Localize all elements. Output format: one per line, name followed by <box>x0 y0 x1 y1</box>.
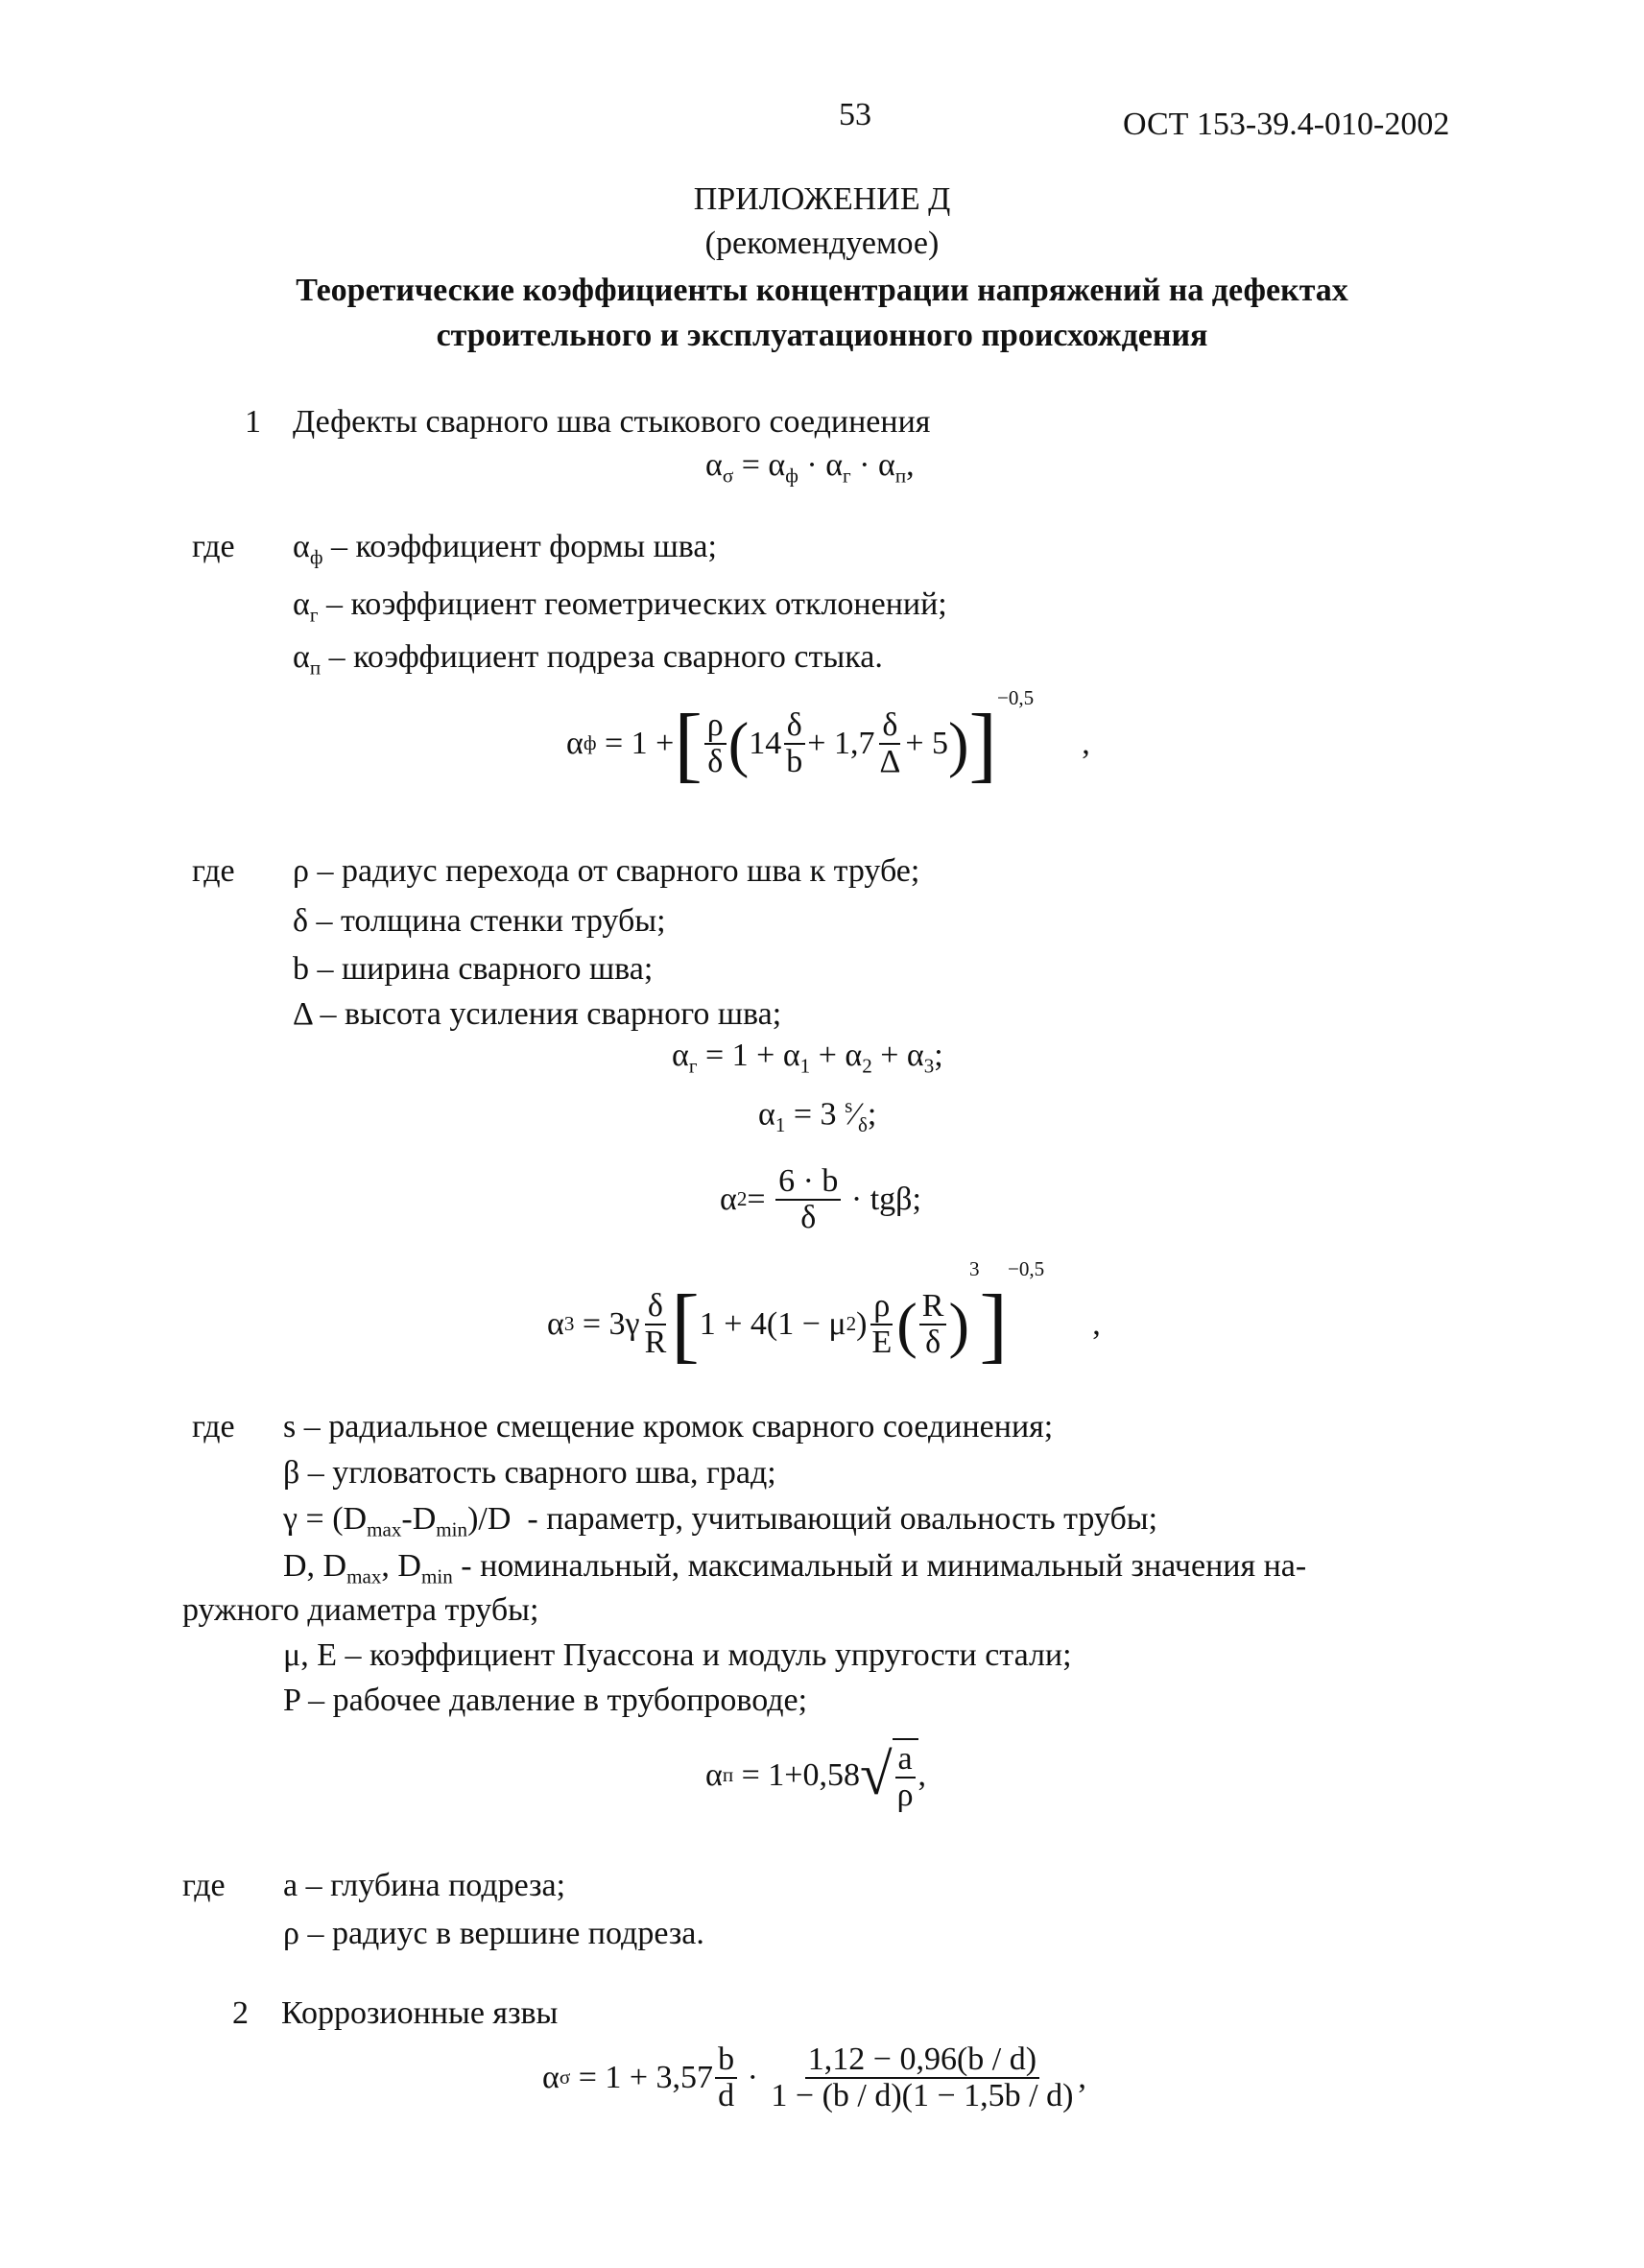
formula-alpha-f: α ф = 1 + [ $\frac{\rho}{\delta}$ ( 14 $\frac{\delta}{b}$ + 1,7 $\frac{\delta}{\Delta}$ + 5 ) ] $^{-0,5}$ , <box>566 686 1090 791</box>
def-Delta: Δ – высота усиления сварного шва; <box>293 996 782 1032</box>
formula-alpha-3: α 3 = 3γ $\frac{\delta}{R}$ [ 1 + 4(1 − μ 2 ) $\frac{\rho}{E}$ ( $\frac{R}{\delta}$ ) 3 ] −0,5 , <box>547 1257 1101 1372</box>
where-label: где <box>192 1409 235 1444</box>
def-D-cont: ружного диаметра трубы; <box>182 1592 539 1628</box>
heading-line-2: строительного и эксплуатационного происхождения <box>436 318 1208 353</box>
formula-alpha-g: $\alpha_г = 1 + \alpha_1 + \alpha_2 + \alpha_3$; <box>672 1038 943 1078</box>
def-a: a – глубина подреза; <box>283 1868 566 1903</box>
def-alpha-g: $\alpha_г$ – коэффициент геометрических отклонений; <box>293 586 947 627</box>
standard-code: ОСТ 153-39.4-010-2002 <box>1123 107 1450 142</box>
def-text: – коэффициент геометрических отклонений; <box>325 586 947 622</box>
where-label: где <box>192 529 235 564</box>
def-delta: δ – толщина стенки трубы; <box>293 903 666 939</box>
where-label: где <box>182 1868 226 1903</box>
def-alpha-f: $\alpha_ф$ – коэффициент формы шва; <box>293 529 717 569</box>
def-alpha-p: $\alpha_п$ – коэффициент подреза сварного стыка. <box>293 639 883 680</box>
formula-alpha-1: $\alpha_1 = 3$ $^s⁄_\delta$; <box>758 1094 877 1137</box>
def-gamma: $\gamma = (D_{max}-D_{min})/D$ - параметр, учитывающий овальность трубы; <box>283 1501 1158 1541</box>
appendix-title: ПРИЛОЖЕНИЕ Д <box>693 181 951 217</box>
formula-corrosion: α σ = 1 + 3,57 $\frac{b}{d}$ · $\frac{1,12 - 0,96(b / d)}{1 - (b / d)(1 - 1,5b / d)}$ , <box>542 2041 1086 2113</box>
heading-line-1: Теоретические коэффициенты концентрации напряжений на дефектах <box>296 273 1348 308</box>
formula-alpha-sigma: $\alpha_\sigma = \alpha_ф \cdot \alpha_г \cdot \alpha_п$, <box>705 447 915 488</box>
section1-title: Дефекты сварного шва стыкового соединения <box>293 404 931 440</box>
formula-alpha-p: α п = 1+0,58 √ $\frac{a}{\rho}$ , <box>705 1728 926 1824</box>
formula-alpha-2: α 2 = $\frac{6 \cdot b}{\delta}$ · tgβ; <box>720 1163 921 1235</box>
def-beta: β – угловатость сварного шва, град; <box>283 1455 776 1491</box>
page-number: 53 <box>839 97 871 132</box>
def-b: b – ширина сварного шва; <box>293 951 654 987</box>
section2-number: 2 <box>232 1995 249 2031</box>
section1-number: 1 <box>245 404 261 440</box>
def-text: – коэффициент подреза сварного стыка. <box>328 639 883 675</box>
def-text: - параметр, учитывающий овальность трубы; <box>527 1501 1158 1537</box>
def-text: – коэффициент формы шва; <box>331 529 717 564</box>
def-mu-E: μ, E – коэффициент Пуассона и модуль упругости стали; <box>283 1637 1072 1673</box>
def-text: - номинальный, максимальный и минимальный значения на- <box>461 1548 1307 1584</box>
where-label: где <box>192 853 235 889</box>
def-rho: ρ – радиус перехода от сварного шва к трубе; <box>293 853 920 889</box>
def-rho-tip: ρ – радиус в вершине подреза. <box>283 1916 704 1951</box>
def-s: s – радиальное смещение кромок сварного соединения; <box>283 1409 1054 1444</box>
section2-title: Коррозионные язвы <box>281 1995 559 2031</box>
appendix-subtitle: (рекомендуемое) <box>704 226 940 261</box>
def-P: P – рабочее давление в трубопроводе; <box>283 1683 808 1718</box>
def-D: D, $D_{max}$, $D_{min}$ - номинальный, максимальный и минимальный значения на- <box>283 1548 1307 1588</box>
